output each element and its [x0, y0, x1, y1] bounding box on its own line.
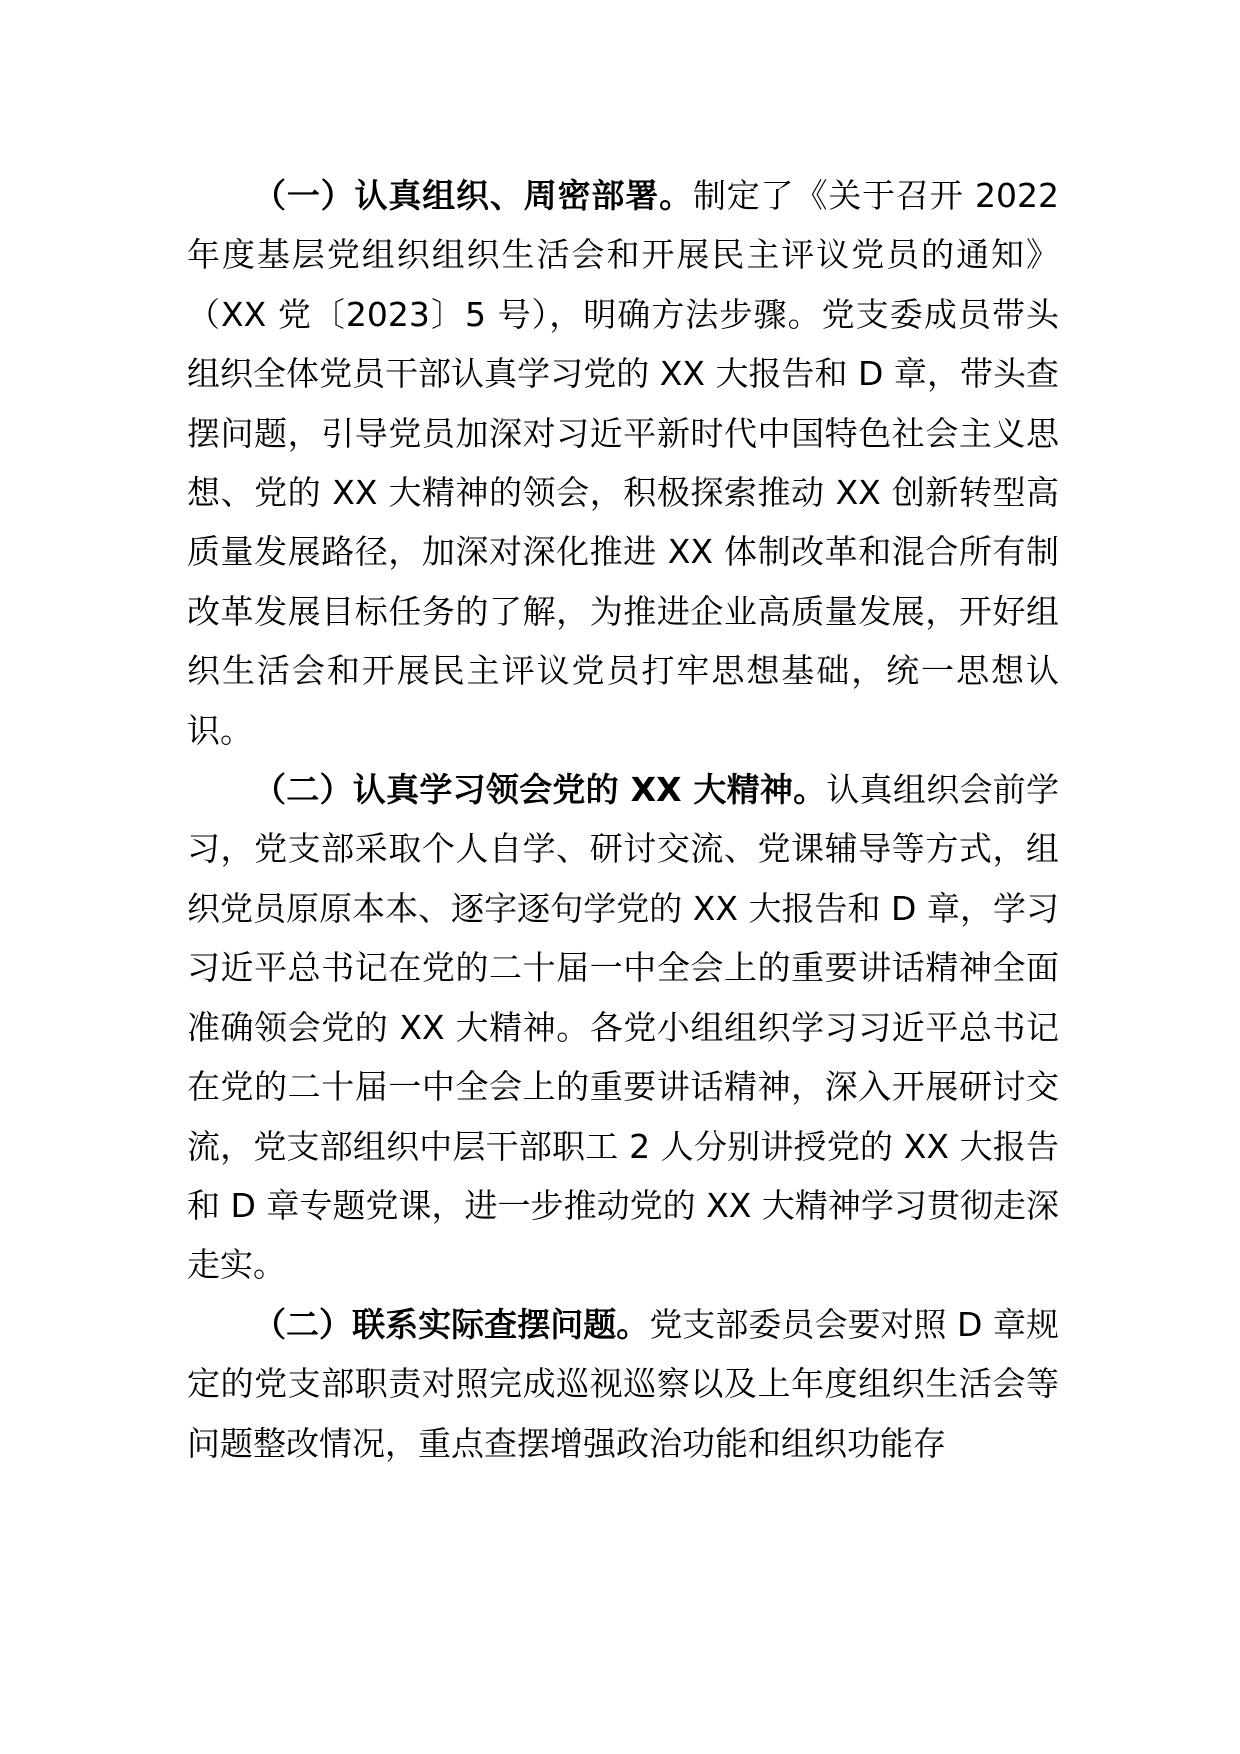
paragraph-1-body: 制定了《关于召开 2022 年度基层党组织组织生活会和开展民主评议党员的通知》（XX 党〔2023〕5 号），明确方法步骤。党支委成员带头组织全体党员干部认真学习党的 XX 大报告和 D 章，带头查摆问题，引导党员加深对习近平新时代中国特色社会主义思想、党的 XX 大精神的领会，积极探索推动 XX 创新转型高质量发展路径，加深对深化推进 XX 体制改革和混合所有制改革发展目标任务的了解，为推进企业高质量发展，开好组织生活会和开展民主评议党员打牢思想基础，统一思想认识。: [187, 176, 1059, 750]
paragraph-2-body: 认真组织会前学习，党支部采取个人自学、研讨交流、党课辅导等方式，组织党员原原本本、逐字逐句学党的 XX 大报告和 D 章，学习习近平总书记在党的二十届一中全会上的重要讲话精神全面准确领会党的 XX 大精神。各党小组组织学习习近平总书记在党的二十届一中全会上的重要讲话精神，深入开展研讨交流，党支部组织中层干部职工 2 人分别讲授党的 XX 大报告和 D 章专题党课，进一步推动党的 XX 大精神学习贯彻走深走实。: [187, 770, 1059, 1285]
paragraph-3: [187, 1295, 1059, 1473]
paragraph-3-body: 党支部委员会要对照 D 章规定的党支部职责对照完成巡视巡察以及上年度组织生活会等问题整改情况，重点查摆增强政治功能和组织功能存: [187, 1304, 1060, 1463]
paragraph-1: [187, 166, 1059, 760]
paragraph-1-heading: （一）认真组织、周密部署。: [253, 176, 693, 215]
paragraph-2: [187, 760, 1059, 1295]
paragraph-3-heading: （二）联系实际查摆问题。: [253, 1304, 650, 1344]
paragraph-2-heading: （二）认真学习领会党的 XX 大精神。: [253, 770, 827, 810]
document-page: [187, 166, 1059, 1473]
